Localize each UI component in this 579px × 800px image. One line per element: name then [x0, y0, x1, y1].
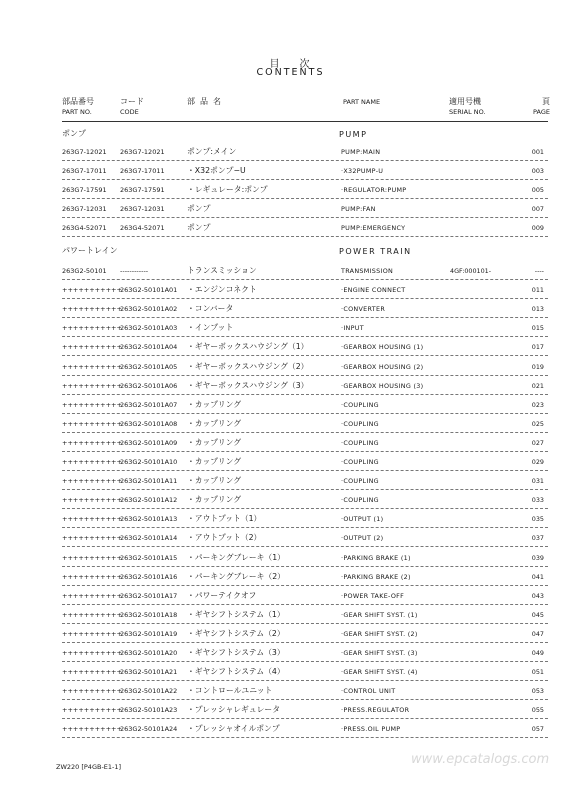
code: 263G2-50101A12: [120, 496, 178, 505]
section-title-jp: ポンプ: [62, 129, 86, 138]
part-name-en: ·OUTPUT (2): [341, 534, 384, 543]
part-name-en: PUMP:MAIN: [341, 148, 381, 156]
page-number: 029: [531, 458, 544, 466]
row-divider: [62, 737, 548, 738]
part-name-en: ·GEARBOX HOUSING (1): [341, 343, 424, 352]
page-number: 053: [531, 687, 544, 696]
code: 263G2-50101A07: [120, 400, 178, 409]
page-number: 057: [531, 725, 544, 734]
page-number: 033: [531, 496, 544, 505]
part-number: +++++++++++: [62, 610, 122, 619]
part-name-en: ·GEAR SHIFT SYST. (4): [341, 668, 418, 677]
code: 263G2-50101A22: [120, 687, 178, 696]
page-number: ----: [534, 267, 544, 275]
part-name-en: ·GEARBOX HOUSING (3): [341, 381, 424, 390]
page-number: 007: [531, 205, 544, 214]
header-divider: [62, 121, 548, 122]
part-name-en: ·X32PUMP-U: [341, 167, 384, 176]
part-name-en: ·COUPLING: [341, 458, 379, 466]
part-name-jp: ・コントロールユニット: [187, 686, 273, 696]
watermark: www.epcatalogs.com: [411, 752, 550, 767]
part-number: 263G7-12031: [62, 205, 107, 214]
col-header-part-name: PART NAME: [343, 98, 381, 106]
code: 263G4-52071: [120, 224, 165, 233]
serial-number: 4GF:000101-: [450, 267, 492, 275]
part-name-jp: ポンプ:メイン: [187, 147, 237, 156]
code: 263G2-50101A17: [120, 591, 178, 600]
part-name-jp: ・アウトプット（2）: [187, 533, 262, 543]
part-name-en: ·INPUT: [341, 324, 364, 333]
code: 263G2-50101A10: [120, 458, 178, 466]
part-name-en: ·PARKING BRAKE (2): [341, 572, 411, 581]
page-number: 017: [531, 343, 544, 352]
row-divider: [62, 236, 548, 237]
code: 263G2-50101A06: [120, 381, 178, 390]
part-number: 263G7-17591: [62, 186, 107, 195]
part-name-jp: ・カップリング: [187, 476, 242, 486]
part-name-en: ·CONVERTER: [341, 305, 386, 314]
code: 263G2-50101A20: [120, 649, 178, 657]
page-number: 043: [531, 591, 544, 600]
page-number: 005: [531, 186, 544, 195]
part-number: +++++++++++: [62, 496, 122, 505]
col-header-serial: 適用号機 SERIAL NO.: [449, 97, 486, 116]
part-name-jp: ・レギュレータ:ポンプ: [187, 185, 268, 195]
part-name-jp: ・ギヤシフトシステム（2）: [187, 628, 285, 638]
part-number: +++++++++++: [62, 343, 122, 352]
code: 263G2-50101A16: [120, 572, 178, 581]
page-number: 009: [531, 224, 544, 233]
part-number: +++++++++++: [62, 362, 122, 371]
part-name-jp: ・カップリング: [187, 457, 242, 466]
page-number: 027: [531, 438, 544, 447]
part-name-en: ·POWER TAKE-OFF: [341, 591, 405, 600]
part-number: +++++++++++: [62, 668, 122, 677]
part-number: +++++++++++: [62, 286, 122, 295]
part-name-jp: トランスミッション: [187, 266, 257, 275]
code: 263G2-50101A09: [120, 438, 178, 447]
part-number: +++++++++++: [62, 687, 122, 696]
section-title-en: PUMP: [339, 130, 368, 139]
page-number: 045: [531, 610, 544, 619]
page-number: 041: [531, 572, 544, 581]
part-number: +++++++++++: [62, 381, 122, 390]
part-name-en: ·GEAR SHIFT SYST. (3): [341, 649, 418, 657]
part-name-en: PUMP:FAN: [341, 205, 376, 214]
col-header-code: コード CODE: [120, 97, 144, 116]
part-name-jp: ・パーキングブレーキ（1）: [187, 552, 285, 562]
code: 263G2-50101A08: [120, 419, 178, 428]
part-name-en: TRANSMISSION: [341, 267, 394, 275]
contents-row: [62, 716, 548, 738]
part-name-jp: ・カップリング: [187, 437, 242, 447]
page-number: 013: [531, 305, 544, 314]
part-name-en: ·REGULATOR:PUMP: [341, 186, 407, 195]
section-title-jp: パワートレイン: [62, 246, 118, 255]
code: 263G2-50101A05: [120, 362, 178, 371]
page-number: 001: [531, 148, 544, 156]
part-name-en: ·COUPLING: [341, 400, 379, 409]
part-number: 263G4-52071: [62, 224, 107, 233]
code: 263G2-50101A13: [120, 515, 178, 524]
part-name-en: ·ENGINE CONNECT: [341, 286, 406, 295]
page-number: 003: [531, 167, 544, 176]
part-name-jp: ・ギヤーボックスハウジング（2）: [187, 361, 309, 371]
part-name-jp: ・プレッシャオイルポンプ: [187, 724, 280, 734]
part-number: +++++++++++: [62, 725, 122, 734]
part-name-jp: ・パワーテイクオフ: [187, 590, 257, 600]
part-name-jp: ・カップリング: [187, 495, 242, 505]
part-name-en: ·CONTROL UNIT: [341, 687, 396, 696]
part-name-en: ·COUPLING: [341, 438, 379, 447]
col-header-page: 頁 PAGE: [533, 97, 550, 116]
part-number: +++++++++++: [62, 591, 122, 600]
part-name-jp: ・プレッシャレギュレータ: [187, 705, 281, 715]
page-number: 031: [531, 477, 544, 486]
part-name-jp: ・エンジンコネクト: [187, 285, 257, 295]
part-name-jp: ・カップリング: [187, 399, 242, 409]
page-number: 035: [531, 515, 544, 524]
part-number: 263G7-17011: [62, 167, 107, 176]
code: 263G2-50101A11: [120, 477, 178, 486]
part-name-jp: ・ギヤシフトシステム（1）: [187, 609, 285, 619]
part-name-jp: ポンプ: [187, 223, 211, 233]
contents-row: [62, 215, 548, 237]
page-number: 019: [531, 362, 544, 371]
page-number: 039: [531, 553, 544, 562]
part-number: +++++++++++: [62, 324, 122, 333]
part-name-en: ·COUPLING: [341, 419, 379, 428]
code: 263G2-50101A21: [120, 668, 178, 677]
part-name-jp: ・アウトプット（1）: [187, 514, 262, 524]
part-number: +++++++++++: [62, 458, 122, 466]
code: 263G7-12021: [120, 148, 165, 156]
code: ------------: [120, 267, 149, 275]
page-number: 047: [531, 629, 544, 638]
page-title-jp: 目次: [269, 59, 330, 70]
page-number: 051: [531, 668, 544, 677]
part-number: +++++++++++: [62, 515, 122, 524]
part-number: 263G7-12021: [62, 148, 107, 156]
code: 263G2-50101A23: [120, 706, 178, 715]
section-title-en: POWER TRAIN: [339, 247, 412, 256]
page-number: 055: [531, 706, 544, 715]
code: 263G2-50101A03: [120, 324, 178, 333]
col-header-part-no: 部品番号 PART NO.: [62, 97, 94, 116]
code: 263G2-50101A04: [120, 343, 178, 352]
part-number: +++++++++++: [62, 553, 122, 562]
part-number: +++++++++++: [62, 572, 122, 581]
part-name-en: ·PRESS.REGULATOR: [341, 706, 410, 715]
page-number: 025: [531, 419, 544, 428]
part-name-jp: ポンプ: [187, 204, 211, 214]
part-name-jp: ・インプット: [187, 323, 234, 333]
code: 263G2-50101A14: [120, 534, 178, 543]
part-name-jp: ・カップリング: [187, 418, 242, 428]
part-name-en: ·GEARBOX HOUSING (2): [341, 362, 424, 371]
code: 263G2-50101A19: [120, 629, 178, 638]
part-name-en: ·GEAR SHIFT SYST. (1): [341, 610, 418, 619]
col-header-name-jp: 部品名: [187, 97, 226, 106]
part-number: +++++++++++: [62, 649, 122, 657]
code: 263G2-50101A24: [120, 725, 178, 734]
code: 263G7-17011: [120, 167, 165, 176]
code: 263G2-50101A15: [120, 553, 178, 562]
code: 263G2-50101A01: [120, 286, 178, 295]
document-id: ZW220 [P4GB-E1-1]: [56, 763, 122, 771]
part-name-jp: ・コンバータ: [187, 304, 234, 314]
page-number: 049: [531, 649, 544, 657]
part-name-en: ·PARKING BRAKE (1): [341, 553, 411, 562]
part-name-jp: ・ギヤシフトシステム（4）: [187, 667, 285, 677]
part-name-jp: ・ギヤーボックスハウジング（1）: [187, 342, 309, 352]
page-number: 037: [531, 534, 544, 543]
part-name-en: ·OUTPUT (1): [341, 515, 384, 524]
part-number: 263G2-50101: [62, 267, 107, 275]
page-number: 015: [531, 324, 544, 333]
code: 263G2-50101A02: [120, 305, 178, 314]
part-name-en: ·PRESS.OIL PUMP: [341, 725, 401, 734]
part-name-jp: ・パーキングブレーキ（2）: [187, 571, 285, 581]
page-number: 023: [531, 400, 544, 409]
part-name-jp: ・X32ポンプ−U: [187, 166, 246, 176]
part-number: +++++++++++: [62, 419, 122, 428]
part-name-jp: ・ギヤーボックスハウジング（3）: [187, 380, 309, 390]
part-number: +++++++++++: [62, 305, 122, 314]
code: 263G7-12031: [120, 205, 165, 214]
part-name-en: PUMP:EMERGENCY: [341, 224, 406, 233]
part-number: +++++++++++: [62, 534, 122, 543]
page-title-en: CONTENTS: [256, 67, 325, 78]
part-name-en: ·COUPLING: [341, 496, 379, 505]
part-name-jp: ・ギヤシフトシステム（3）: [187, 648, 285, 657]
page-number: 021: [531, 381, 544, 390]
part-number: +++++++++++: [62, 477, 122, 486]
part-number: +++++++++++: [62, 629, 122, 638]
code: 263G2-50101A18: [120, 610, 178, 619]
part-name-en: ·COUPLING: [341, 477, 379, 486]
part-number: +++++++++++: [62, 438, 122, 447]
part-name-en: ·GEAR SHIFT SYST. (2): [341, 629, 418, 638]
code: 263G7-17591: [120, 186, 165, 195]
part-number: +++++++++++: [62, 706, 122, 715]
page-number: 011: [531, 286, 544, 295]
part-number: +++++++++++: [62, 400, 122, 409]
